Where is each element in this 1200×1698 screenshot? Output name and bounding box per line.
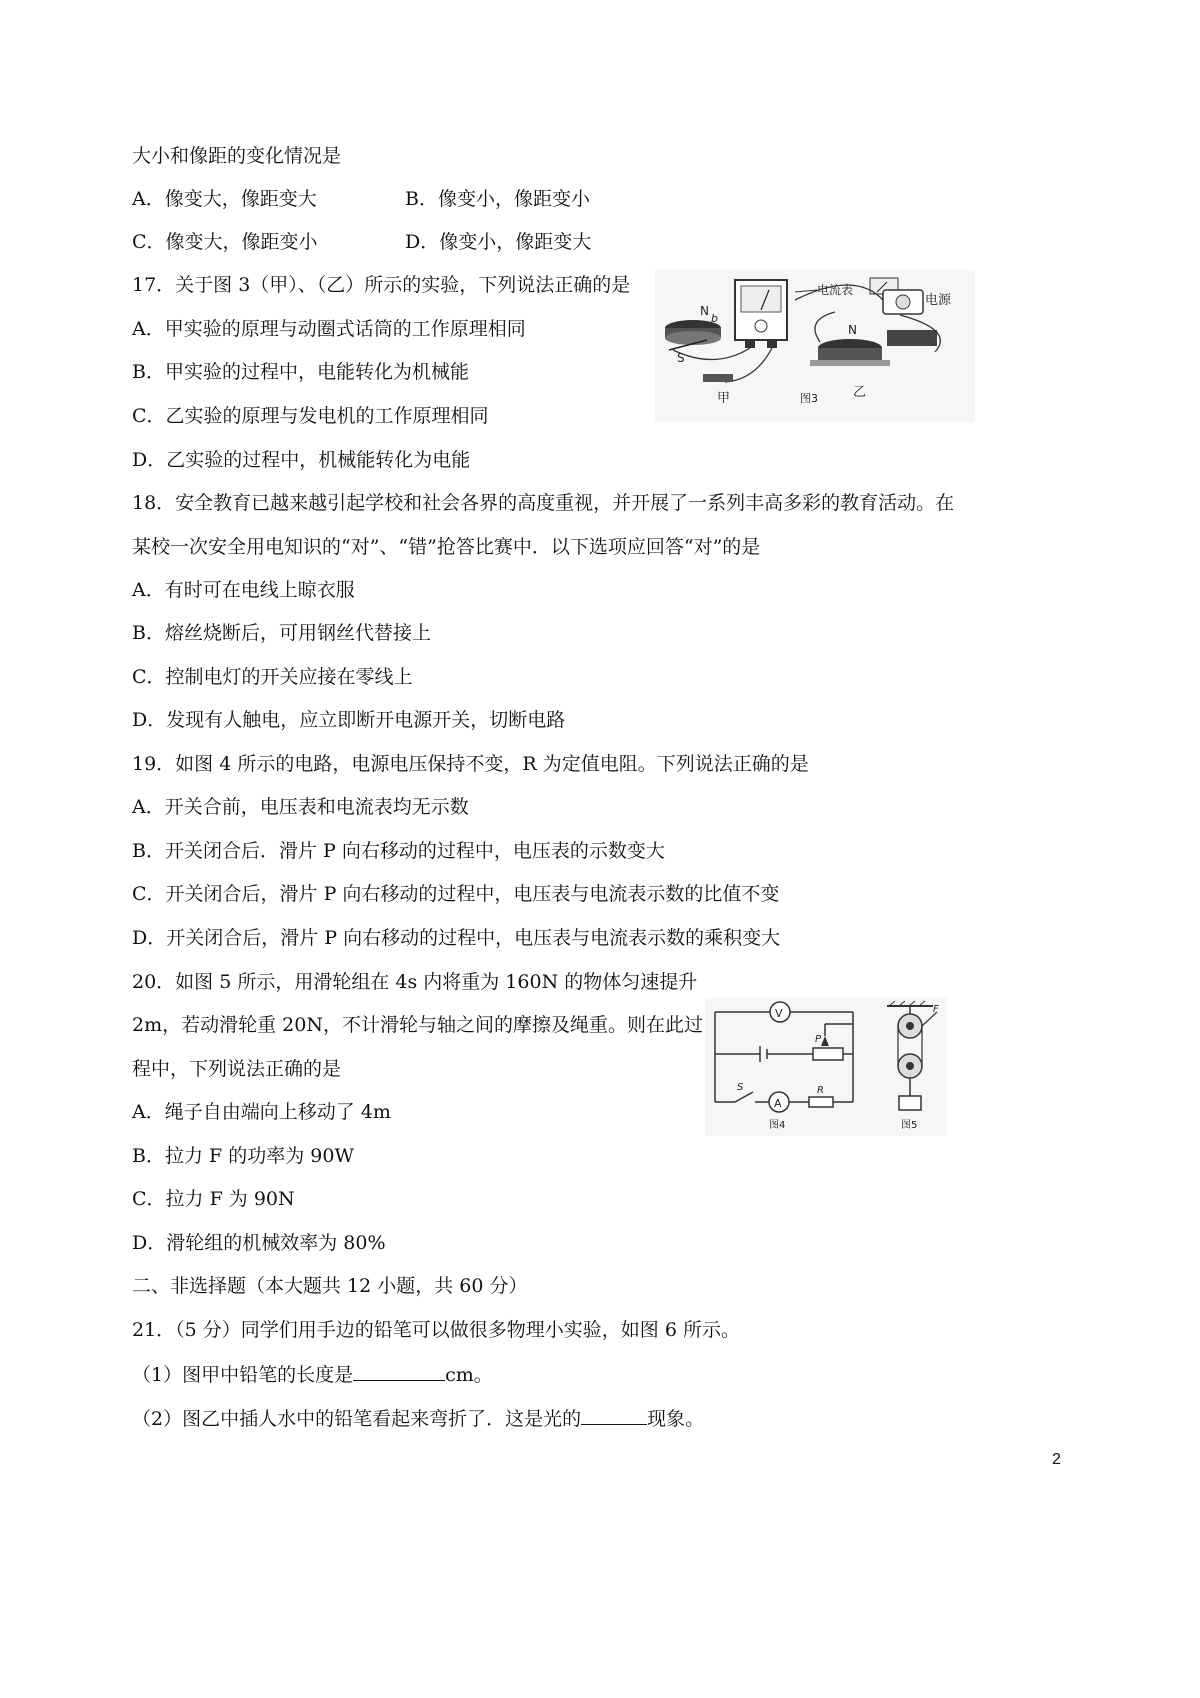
q21-part-1-text: （1）图甲中铅笔的长度是 [132, 1364, 354, 1386]
q18-option-d: D．发现有人触电，应立即断开电源开关，切断电路 [132, 709, 566, 731]
q20-option-a: A．绳子自由端向上移动了 4m [132, 1101, 391, 1123]
force-label: F [933, 1004, 939, 1015]
q20-option-c: C．拉力 F 为 90N [132, 1188, 295, 1210]
q17-option-c: C．乙实验的原理与发电机的工作原理相同 [132, 405, 489, 427]
q17-option-a: A．甲实验的原理与动圈式话筒的工作原理相同 [132, 318, 526, 340]
q20-option-d: D．滑轮组的机械效率为 80% [132, 1232, 386, 1254]
power-source-icon [883, 290, 923, 314]
q16-option-a: A．像变大，像距变大 [132, 188, 317, 210]
section-2-title: 二、非选择题（本大题共 12 小题，共 60 分） [132, 1275, 528, 1297]
q17-stem: 17．关于图 3（甲）、（乙）所示的实验，下列说法正确的是 [132, 274, 631, 296]
slider-label: P [815, 1034, 822, 1045]
q16-option-c: C．像变大，像距变小 [132, 231, 318, 253]
q16-option-d: D．像变小，像距变大 [405, 231, 592, 253]
q19-option-a: A．开关合前，电压表和电流表均无示数 [132, 796, 469, 818]
jia-pole-n: N [700, 304, 709, 318]
q19-option-b: B．开关闭合后．滑片 P 向右移动的过程中，电压表的示数变大 [132, 840, 665, 862]
figure-3-caption: 图3 [800, 392, 818, 405]
q21-part-2-tail: 现象。 [647, 1408, 705, 1430]
q16-option-b: B．像变小，像距变小 [405, 188, 590, 210]
switch-label: S [737, 1082, 744, 1093]
q21-part-1-unit: cm。 [445, 1364, 493, 1386]
q21-part-2-text: （2）图乙中插人水中的铅笔看起来弯折了．这是光的 [132, 1408, 582, 1430]
q18-option-a: A．有时可在电线上晾衣服 [132, 579, 355, 601]
jia-pole-s: S [677, 351, 685, 365]
q20-option-b: B．拉力 F 的功率为 90W [132, 1145, 354, 1167]
q20-stem-line2: 2m，若动滑轮重 20N，不计滑轮与轴之间的摩擦及绳重。则在此过 [132, 1014, 703, 1036]
source-label: 电源 [925, 293, 952, 308]
q16-stem: 大小和像距的变化情况是 [132, 145, 342, 167]
voltmeter-symbol: V [775, 1007, 783, 1020]
q21-part-1 [132, 1360, 493, 1388]
ammeter-symbol: A [774, 1097, 782, 1110]
q21-part-2 [132, 1404, 704, 1432]
figure-4-caption: 图4 [769, 1120, 786, 1131]
jia-switch-icon [703, 374, 733, 382]
q17-option-d: D．乙实验的过程中，机械能转化为电能 [132, 449, 471, 471]
q21-part-2-blank[interactable] [581, 1404, 647, 1425]
page-number: 2 [1052, 1451, 1061, 1468]
q20-stem-line3: 程中，下列说法正确的是 [132, 1058, 342, 1080]
ammeter-label: 电流表 [817, 283, 854, 297]
rheostat-icon [813, 1048, 843, 1060]
q21-part-1-blank[interactable] [353, 1360, 445, 1381]
q18-stem-line2: 某校一次安全用电知识的“对”、“错”抢答比赛中．以下选项应回答“对”的是 [132, 536, 761, 558]
figure-5-caption: 图5 [901, 1120, 918, 1131]
resistor-label: R [817, 1085, 824, 1096]
resistor-icon [809, 1097, 833, 1107]
ammeter-icon [735, 280, 787, 348]
q19-option-c: C．开关闭合后，滑片 P 向右移动的过程中，电压表与电流表示数的比值不变 [132, 883, 780, 905]
q17-option-b: B．甲实验的过程中，电能转化为机械能 [132, 361, 469, 383]
q18-option-b: B．熔丝烧断后，可用钢丝代替接上 [132, 622, 431, 644]
q20-stem-line1: 20．如图 5 所示，用滑轮组在 4s 内将重为 160N 的物体匀速提升 [132, 971, 698, 993]
figure-3 [655, 270, 975, 422]
figure-3-yi: 乙 [853, 385, 867, 400]
figure-4-5 [705, 998, 947, 1136]
jia-rod-label: b [711, 312, 718, 325]
q19-stem: 19．如图 4 所示的电路，电源电压保持不变，R 为定值电阻。下列说法正确的是 [132, 753, 809, 775]
q19-option-d: D．开关闭合后，滑片 P 向右移动的过程中，电压表与电流表示数的乘积变大 [132, 927, 781, 949]
figure-3-jia: 甲 [717, 391, 731, 406]
q21-stem: 21．（5 分）同学们用手边的铅笔可以做很多物理小实验，如图 6 所示。 [132, 1319, 740, 1341]
q18-option-c: C．控制电灯的开关应接在零线上 [132, 666, 413, 688]
yi-pole-n: N [848, 323, 857, 337]
yi-rail [887, 330, 937, 346]
q18-stem-line1: 18．安全教育已越来越引起学校和社会各界的高度重视，并开展了一系列丰高多彩的教育活动。在 [132, 492, 955, 514]
